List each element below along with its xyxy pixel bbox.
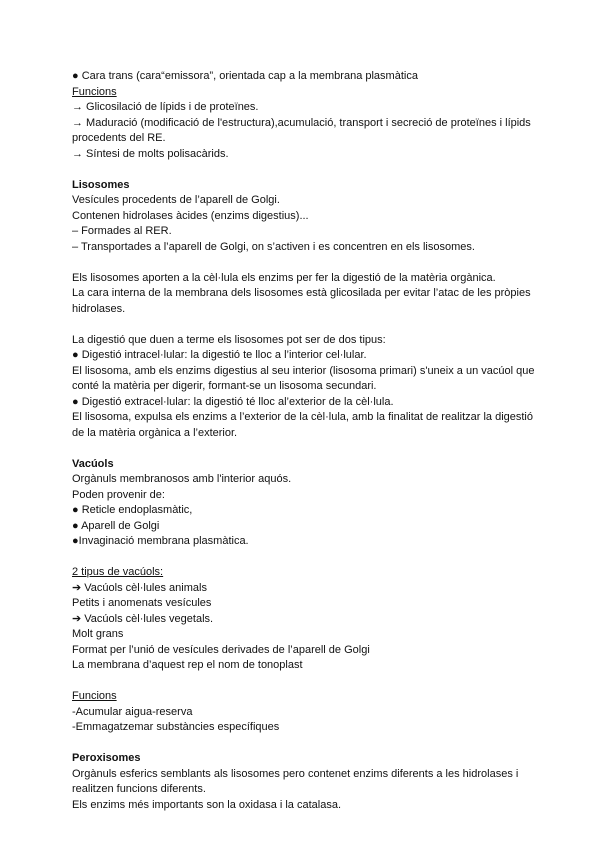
- vacuols-type-2: ➔ Vacúols cèl·lules vegetals.: [72, 612, 214, 625]
- vacuols-type-1-desc: Petits i anomenats vesícules: [72, 597, 212, 609]
- peroxisomes-paragraph-2: Els enzims més importants son la oxidasa i la catalasa.: [72, 798, 342, 811]
- spacer: [72, 674, 542, 690]
- golgi-funcio-3: → Síntesi de molts polisacàrids.: [72, 147, 229, 160]
- spacer: [72, 162, 542, 178]
- peroxisomes-paragraph-1: Orgànuls esferics semblants als lisosomes pero contenet enzims diferents a les hidrolases i realitzen funcions diferents.: [72, 767, 519, 795]
- vacuols-type-2-desc-3: La membrana d’aquest rep el nom de tonoplast: [72, 659, 303, 671]
- lisosomes-line-2: Contenen hidrolases àcides (enzims digestius)...: [72, 209, 309, 222]
- spacer: [72, 736, 542, 752]
- digestio-intracellular: ● Digestió intracel·lular: la digestió te lloc a l’interior cel·lular.: [72, 349, 367, 361]
- digestio-extracellular: ● Digestió extracel·lular: la digestió té lloc al’exterior de la cèl·lula.: [72, 395, 394, 408]
- vacuols-type-1: ➔ Vacúols cèl·lules animals: [72, 581, 207, 594]
- lisosomes-line-1: Vesícules procedents de l’aparell de Golgi.: [72, 194, 280, 206]
- golgi-funcions-heading: Funcions: [72, 85, 117, 98]
- vacuols-type-2-desc-1: Molt grans: [72, 628, 124, 640]
- cara-trans-line: ● Cara trans (cara“emissora”, orientada cap a la membrana plasmàtica: [72, 70, 418, 82]
- peroxisomes-heading: Peroxisomes: [72, 752, 141, 764]
- vacuols-funcio-1: -Acumular aigua-reserva: [72, 705, 193, 718]
- digestio-extracellular-text: El lisosoma, expulsa els enzims a l’exterior de la cèl·lula, amb la finalitat de realitzar la digestió de la matèria orgànica a l’exterior.: [72, 411, 533, 439]
- digestio-intracellular-text: El lisosoma, amb els enzims digestius al seu interior (lisosoma primari) s'uneix a un vacúol que conté la matèria per digerir, formant-se un lisosoma secundari.: [72, 364, 535, 392]
- vacuols-type-2-desc-2: Format per l’unió de vesícules derivades de l’aparell de Golgi: [72, 643, 370, 656]
- vacuols-heading: Vacúols: [72, 457, 114, 470]
- lisosomes-paragraph-3: La digestió que duen a terme els lisosomes pot ser de dos tipus:: [72, 333, 386, 346]
- lisosomes-paragraph-2: La cara interna de la membrana dels lisosomes està glicosilada per evitar l’atac de les pròpies hidrolases.: [72, 287, 531, 315]
- golgi-funcio-2: → Maduració (modificació de l'estructura),acumulació, transport i secreció de proteïnes i lípids procedents del RE.: [72, 116, 531, 144]
- vacuols-line-2: Poden provenir de:: [72, 488, 165, 501]
- spacer: [72, 255, 542, 271]
- peroxisomes-section: [72, 751, 542, 813]
- spacer: [72, 317, 542, 333]
- vacuols-funcions-heading: Funcions: [72, 690, 117, 702]
- lisosomes-paragraph-1: Els lisosomes aporten a la cèl·lula els enzims per fer la digestió de la matèria orgànica.: [72, 271, 496, 284]
- spacer: [72, 441, 542, 457]
- vacuols-funcio-2: -Emmagatzemar substàncies específiques: [72, 721, 280, 733]
- vacuols-line-1: Orgànuls membranosos amb l'interior aquós.: [72, 473, 292, 485]
- lisosomes-heading: Lisosomes: [72, 178, 130, 191]
- document-page: [72, 69, 542, 813]
- spacer: [72, 550, 542, 566]
- golgi-funcio-1: → Glicosilació de lípids i de proteïnes.: [72, 101, 259, 113]
- lisosomes-line-3: – Formades al RER.: [72, 225, 172, 237]
- vacuols-origin-3: ●Invaginació membrana plasmàtica.: [72, 535, 249, 547]
- vacuols-section: [72, 457, 542, 736]
- vacuols-origin-2: ● Aparell de Golgi: [72, 519, 160, 532]
- golgi-section: [72, 69, 542, 162]
- lisosomes-section: [72, 178, 542, 442]
- vacuols-types-heading: 2 tipus de vacúols:: [72, 566, 164, 578]
- lisosomes-line-4: – Transportades a l’aparell de Golgi, on s’activen i es concentren en els lisosomes.: [72, 240, 475, 253]
- vacuols-origin-1: ● Reticle endoplasmàtic,: [72, 504, 193, 516]
